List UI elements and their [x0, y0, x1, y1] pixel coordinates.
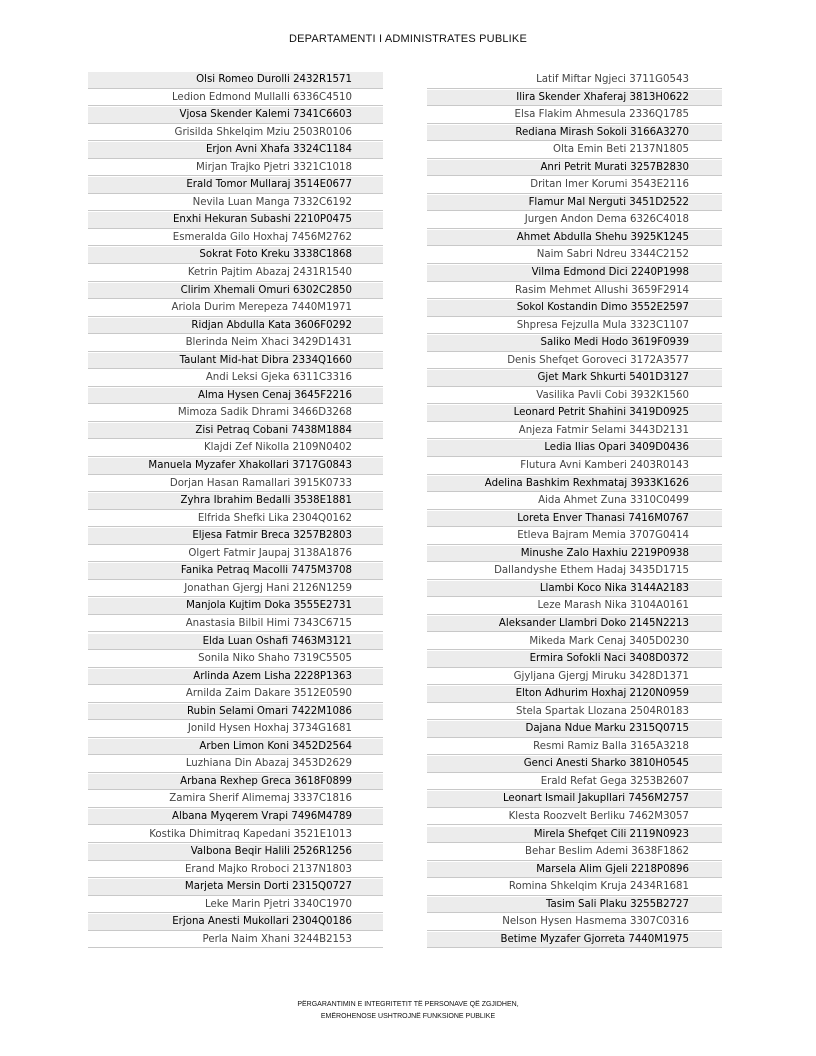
- footer-line-1: PËRGARANTIMIN E INTEGRITETIT TË PERSONAVE QË ZGJIDHEN,: [297, 1001, 519, 1008]
- list-item: Llambi Koco Nika 3144A2183: [427, 581, 722, 598]
- list-item: Aida Ahmet Zuna 3310C0499: [427, 493, 722, 510]
- list-item: Dallandyshe Ethem Hadaj 3435D1715: [427, 563, 722, 580]
- list-item: Anri Petrit Murati 3257B2830: [427, 160, 722, 177]
- list-item: Arben Limon Koni 3452D2564: [88, 739, 383, 756]
- list-item: Arnilda Zaim Dakare 3512E0590: [88, 686, 383, 703]
- list-item: Shpresa Fejzulla Mula 3323C1107: [427, 318, 722, 335]
- list-item: Minushe Zalo Haxhiu 2219P0938: [427, 546, 722, 563]
- list-item: Flutura Avni Kamberi 2403R0143: [427, 458, 722, 475]
- list-item: Sonila Niko Shaho 7319C5505: [88, 651, 383, 668]
- list-item: Saliko Medi Hodo 3619F0939: [427, 335, 722, 352]
- list-item: Gjyljana Gjergj Miruku 3428D1371: [427, 669, 722, 686]
- list-item: Arlinda Azem Lisha 2228P1363: [88, 669, 383, 686]
- list-item: Naim Sabri Ndreu 3344C2152: [427, 247, 722, 264]
- list-item: Manjola Kujtim Doka 3555E2731: [88, 598, 383, 615]
- list-item: Luzhiana Din Abazaj 3453D2629: [88, 756, 383, 773]
- list-item: Valbona Beqir Halili 2526R1256: [88, 844, 383, 861]
- list-item: Jonild Hysen Hoxhaj 3734G1681: [88, 721, 383, 738]
- list-item: Leze Marash Nika 3104A0161: [427, 598, 722, 615]
- list-item: Elsa Flakim Ahmesula 2336Q1785: [427, 107, 722, 124]
- list-item: Erjon Avni Xhafa 3324C1184: [88, 142, 383, 159]
- list-item: Taulant Mid-hat Dibra 2334Q1660: [88, 353, 383, 370]
- list-item: Rasim Mehmet Allushi 3659F2914: [427, 283, 722, 300]
- list-item: Rubin Selami Omari 7422M1086: [88, 704, 383, 721]
- list-item: Klajdi Zef Nikolla 2109N0402: [88, 440, 383, 457]
- list-item: Dorjan Hasan Ramallari 3915K0733: [88, 476, 383, 493]
- list-item: Aleksander Llambri Doko 2145N2213: [427, 616, 722, 633]
- list-item: Kostika Dhimitraq Kapedani 3521E1013: [88, 827, 383, 844]
- list-item: Sokrat Foto Kreku 3338C1868: [88, 247, 383, 264]
- list-item: Elfrida Shefki Lika 2304Q0162: [88, 511, 383, 528]
- left-name-list: [88, 72, 383, 949]
- list-item: Zamira Sherif Alimemaj 3337C1816: [88, 791, 383, 808]
- list-item: Albana Myqerem Vrapi 7496M4789: [88, 809, 383, 826]
- list-item: Genci Anesti Sharko 3810H0545: [427, 756, 722, 773]
- list-item: Behar Beslim Ademi 3638F1862: [427, 844, 722, 861]
- list-item: Grisilda Shkelqim Mziu 2503R0106: [88, 125, 383, 142]
- list-item: Ermira Sofokli Naci 3408D0372: [427, 651, 722, 668]
- list-item: Olsi Romeo Durolli 2432R1571: [88, 72, 383, 89]
- footer-line-2: EMËROHENOSE USHTROJNË FUNKSIONE PUBLIKE: [320, 1013, 496, 1020]
- list-item: Leke Marin Pjetri 3340C1970: [88, 897, 383, 914]
- list-item: Nelson Hysen Hasmema 3307C0316: [427, 914, 722, 931]
- list-item: Vjosa Skender Kalemi 7341C6603: [88, 107, 383, 124]
- list-item: Mirela Shefqet Cili 2119N0923: [427, 827, 722, 844]
- list-item: Resmi Ramiz Balla 3165A3218: [427, 739, 722, 756]
- list-item: Sokol Kostandin Dimo 3552E2597: [427, 300, 722, 317]
- list-item: Anastasia Bilbil Himi 7343C6715: [88, 616, 383, 633]
- list-item: Betime Myzafer Gjorreta 7440M1975: [427, 932, 722, 949]
- list-item: Mimoza Sadik Dhrami 3466D3268: [88, 405, 383, 422]
- list-item: Adelina Bashkim Rexhmataj 3933K1626: [427, 476, 722, 493]
- list-item: Clirim Xhemali Omuri 6302C2850: [88, 283, 383, 300]
- list-item: Klesta Roozvelt Berliku 7462M3057: [427, 809, 722, 826]
- list-item: Stela Spartak Llozana 2504R0183: [427, 704, 722, 721]
- list-item: Jonathan Gjergj Hani 2126N1259: [88, 581, 383, 598]
- list-item: Jurgen Andon Dema 6326C4018: [427, 212, 722, 229]
- list-item: Mirjan Trajko Pjetri 3321C1018: [88, 160, 383, 177]
- list-item: Loreta Enver Thanasi 7416M0767: [427, 511, 722, 528]
- list-item: Esmeralda Gilo Hoxhaj 7456M2762: [88, 230, 383, 247]
- page-title: DEPARTAMENTI I ADMINISTRATES PUBLIKE: [288, 33, 528, 45]
- list-item: Erald Tomor Mullaraj 3514E0677: [88, 177, 383, 194]
- list-item: Mikeda Mark Cenaj 3405D0230: [427, 634, 722, 651]
- list-item: Flamur Mal Nerguti 3451D2522: [427, 195, 722, 212]
- list-item: Dritan Imer Korumi 3543E2116: [427, 177, 722, 194]
- list-item: Vilma Edmond Dici 2240P1998: [427, 265, 722, 282]
- list-item: Denis Shefqet Goroveci 3172A3577: [427, 353, 722, 370]
- list-item: Marsela Alim Gjeli 2218P0896: [427, 862, 722, 879]
- list-item: Rediana Mirash Sokoli 3166A3270: [427, 125, 722, 142]
- list-item: Eljesa Fatmir Breca 3257B2803: [88, 528, 383, 545]
- list-item: Zyhra Ibrahim Bedalli 3538E1881: [88, 493, 383, 510]
- list-item: Nevila Luan Manga 7332C6192: [88, 195, 383, 212]
- list-item: Erand Majko Rroboci 2137N1803: [88, 862, 383, 879]
- list-item: Etleva Bajram Memia 3707G0414: [427, 528, 722, 545]
- list-item: Elton Adhurim Hoxhaj 2120N0959: [427, 686, 722, 703]
- list-item: Alma Hysen Cenaj 3645F2216: [88, 388, 383, 405]
- list-item: Fanika Petraq Macolli 7475M3708: [88, 563, 383, 580]
- list-item: Zisi Petraq Cobani 7438M1884: [88, 423, 383, 440]
- list-item: Erjona Anesti Mukollari 2304Q0186: [88, 914, 383, 931]
- list-item: Ledia Ilias Opari 3409D0436: [427, 440, 722, 457]
- list-item: Andi Leksi Gjeka 6311C3316: [88, 370, 383, 387]
- list-item: Manuela Myzafer Xhakollari 3717G0843: [88, 458, 383, 475]
- list-item: Ridjan Abdulla Kata 3606F0292: [88, 318, 383, 335]
- list-item: Dajana Ndue Marku 2315Q0715: [427, 721, 722, 738]
- right-name-list: [427, 72, 722, 949]
- list-item: Perla Naim Xhani 3244B2153: [88, 932, 383, 949]
- list-item: Ledion Edmond Mullalli 6336C4510: [88, 90, 383, 107]
- list-item: Leonart Ismail Jakupllari 7456M2757: [427, 791, 722, 808]
- list-item: Elda Luan Oshafi 7463M3121: [88, 634, 383, 651]
- list-item: Tasim Sali Plaku 3255B2727: [427, 897, 722, 914]
- list-item: Ketrin Pajtim Abazaj 2431R1540: [88, 265, 383, 282]
- list-item: Gjet Mark Shkurti 5401D3127: [427, 370, 722, 387]
- list-item: Enxhi Hekuran Subashi 2210P0475: [88, 212, 383, 229]
- list-item: Olgert Fatmir Jaupaj 3138A1876: [88, 546, 383, 563]
- list-item: Blerinda Neim Xhaci 3429D1431: [88, 335, 383, 352]
- list-item: Ariola Durim Merepeza 7440M1971: [88, 300, 383, 317]
- list-item: Romina Shkelqim Kruja 2434R1681: [427, 879, 722, 896]
- list-item: Arbana Rexhep Greca 3618F0899: [88, 774, 383, 791]
- list-item: Leonard Petrit Shahini 3419D0925: [427, 405, 722, 422]
- list-item: Ilira Skender Xhaferaj 3813H0622: [427, 90, 722, 107]
- list-item: Ahmet Abdulla Shehu 3925K1245: [427, 230, 722, 247]
- list-item: Marjeta Mersin Dorti 2315Q0727: [88, 879, 383, 896]
- list-item: Latif Miftar Ngjeci 3711G0543: [427, 72, 722, 89]
- list-item: Anjeza Fatmir Selami 3443D2131: [427, 423, 722, 440]
- list-item: Vasilika Pavli Cobi 3932K1560: [427, 388, 722, 405]
- list-item: Olta Emin Beti 2137N1805: [427, 142, 722, 159]
- page-footer: [0, 999, 816, 1023]
- list-item: Erald Refat Gega 3253B2607: [427, 774, 722, 791]
